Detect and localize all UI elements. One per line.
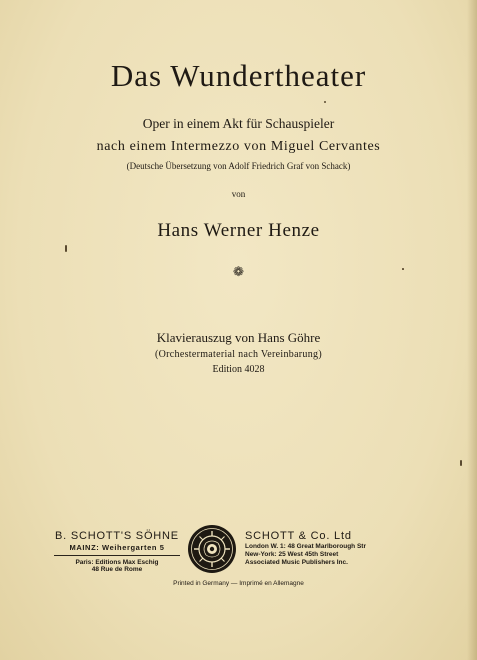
- schott-logo-icon: [187, 524, 237, 574]
- ornament-icon: ❁: [233, 265, 244, 280]
- publisher-left-address: MAINZ: Weihergarten 5: [69, 543, 165, 552]
- publisher-london: [245, 530, 395, 566]
- subtitle-genre: Oper in einem Akt für Schauspieler: [142, 116, 335, 131]
- paper-speck: [65, 245, 67, 252]
- publisher-newyork-name: Associated Music Publishers Inc.: [245, 559, 348, 566]
- printed-in-note: Printed in Germany — Imprimé en Allemagne: [173, 580, 304, 587]
- publisher-newyork-address: New-York: 25 West 45th Street: [245, 551, 339, 558]
- publisher-paris: Paris: Editions Max Eschig: [75, 559, 159, 566]
- by-label: von: [231, 189, 246, 199]
- paper-speck: [460, 460, 462, 466]
- paper-speck: [324, 101, 326, 103]
- orchestral-material-note: (Orchestermaterial nach Vereinbarung): [155, 349, 322, 360]
- composer-name: Hans Werner Henze: [157, 220, 320, 241]
- edition-number: Edition 4028: [212, 364, 265, 375]
- paper-speck: [402, 268, 404, 270]
- subtitle-translation: (Deutsche Übersetzung von Adolf Friedrich Graf von Schack): [126, 161, 351, 171]
- subtitle-source: nach einem Intermezzo von Miguel Cervantes: [96, 139, 381, 154]
- publisher-paris-address: 48 Rue de Rome: [91, 566, 143, 573]
- publisher-london-address: London W. 1: 48 Great Marlborough Str: [245, 543, 366, 550]
- publisher-left-name: B. SCHOTT'S SÖHNE: [55, 530, 179, 542]
- publisher-mainz: [48, 530, 186, 573]
- publisher-right-name: SCHOTT & Co. Ltd: [245, 530, 352, 542]
- opera-title: Das Wundertheater: [110, 58, 367, 93]
- divider: [54, 555, 180, 556]
- piano-reduction-credit: Klavierauszug von Hans Göhre: [156, 330, 321, 345]
